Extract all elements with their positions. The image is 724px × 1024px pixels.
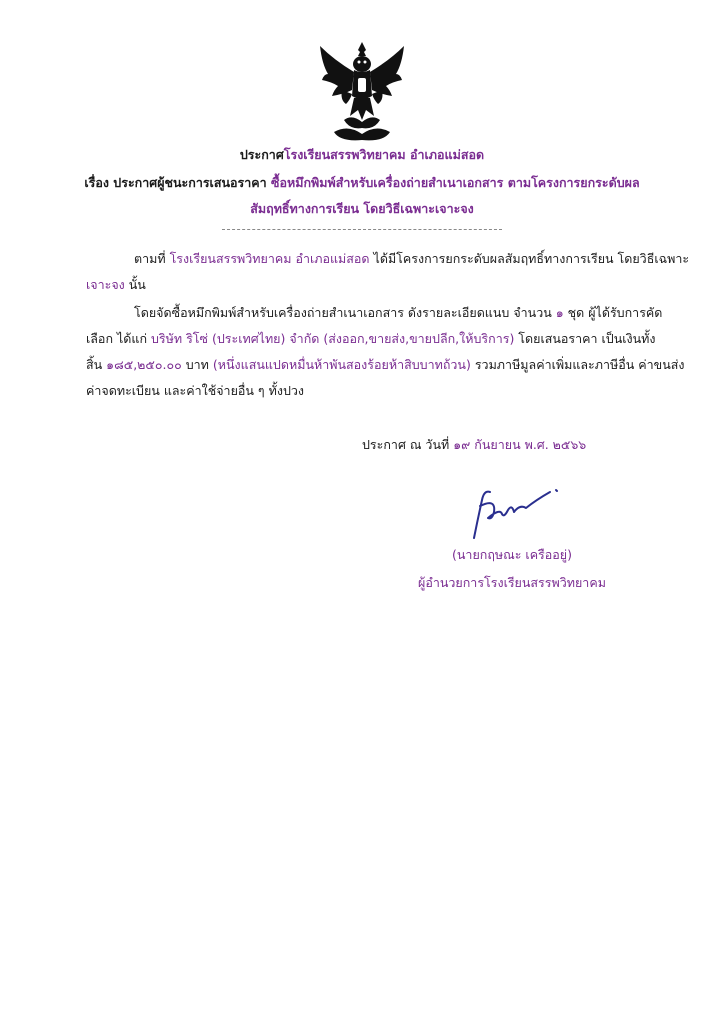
paragraph-2-line1 [134,304,662,322]
amount-words: (หนึ่งแสนแปดหมื่นห้าพันสองร้อยห้าสิบบาทถ้วน) [212,357,471,372]
title-prefix: ประกาศ [239,147,284,162]
vendor-name: บริษัท ริโซ่ (ประเทศไทย) จำกัด (ส่งออก,ขายส่ง,ขายปลีก,ให้บริการ) [150,331,515,346]
paragraph-1-line2 [86,276,146,294]
p1-method: เจาะจง [86,277,125,292]
garuda-emblem-icon [314,40,410,144]
p1-prefix: ตามที่ [134,251,170,266]
p3-suffix: โดยเสนอราคา เป็นเงินทั้ง [514,331,656,346]
announce-prefix: ประกาศ ณ วันที่ [362,437,454,452]
p1-end: นั้น [124,277,146,292]
p1-project: ได้มีโครงการยกระดับผลสัมฤทธิ์ทางการเรียน โดยวิธีเฉพาะ [369,251,690,266]
paragraph-2-line2 [86,330,656,348]
handwritten-signature-icon [466,478,562,542]
divider [222,229,502,230]
p2-unit: ชุด ผู้ได้รับการคัด [563,305,663,320]
announcement-subject-line2: สัมฤทธิ์ทางการเรียน โดยวิธีเฉพาะเจาะจง [250,201,474,216]
p2-text: โดยจัดซื้อหมึกพิมพ์สำหรับเครื่องถ่ายสำเนาเอกสาร ดังรายละเอียดแนบ จำนวน [134,305,556,320]
announce-date: ๑๙ กันยายน พ.ศ. ๒๕๖๖ [453,437,587,452]
p4-prefix: สิ้น [86,357,107,372]
p2-quantity: ๑ [555,305,564,320]
school-name: โรงเรียนสรรพวิทยาคม อำเภอแม่สอด [283,147,485,162]
paragraph-1-line1 [134,250,689,268]
signatory-name: (นายกฤษณะ เครืออยู่) [452,547,572,562]
subject-text: ซื้อหมึกพิมพ์สำหรับเครื่องถ่ายสำเนาเอกสาร ตามโครงการยกระดับผล [270,175,640,190]
p4-suffix: รวมภาษีมูลค่าเพิ่มและภาษีอื่น ค่าขนส่ง [470,357,685,372]
announce-date-line [362,436,586,454]
amount: ๑๘๕,๒๕๐.๐๐ [106,357,182,372]
announcement-title [0,146,724,164]
p4-currency: บาท [181,357,213,372]
p3-prefix: เลือก ได้แก่ [86,331,151,346]
announcement-subject-line1 [0,174,724,192]
p1-school: โรงเรียนสรรพวิทยาคม อำเภอแม่สอด [169,251,370,266]
subject-prefix: เรื่อง ประกาศผู้ชนะการเสนอราคา [84,175,271,190]
signatory-position: ผู้อำนวยการโรงเรียนสรรพวิทยาคม [418,575,606,590]
paragraph-2-line3 [86,356,685,374]
paragraph-2-line4: ค่าจดทะเบียน และค่าใช้จ่ายอื่น ๆ ทั้งปวง [86,383,305,398]
